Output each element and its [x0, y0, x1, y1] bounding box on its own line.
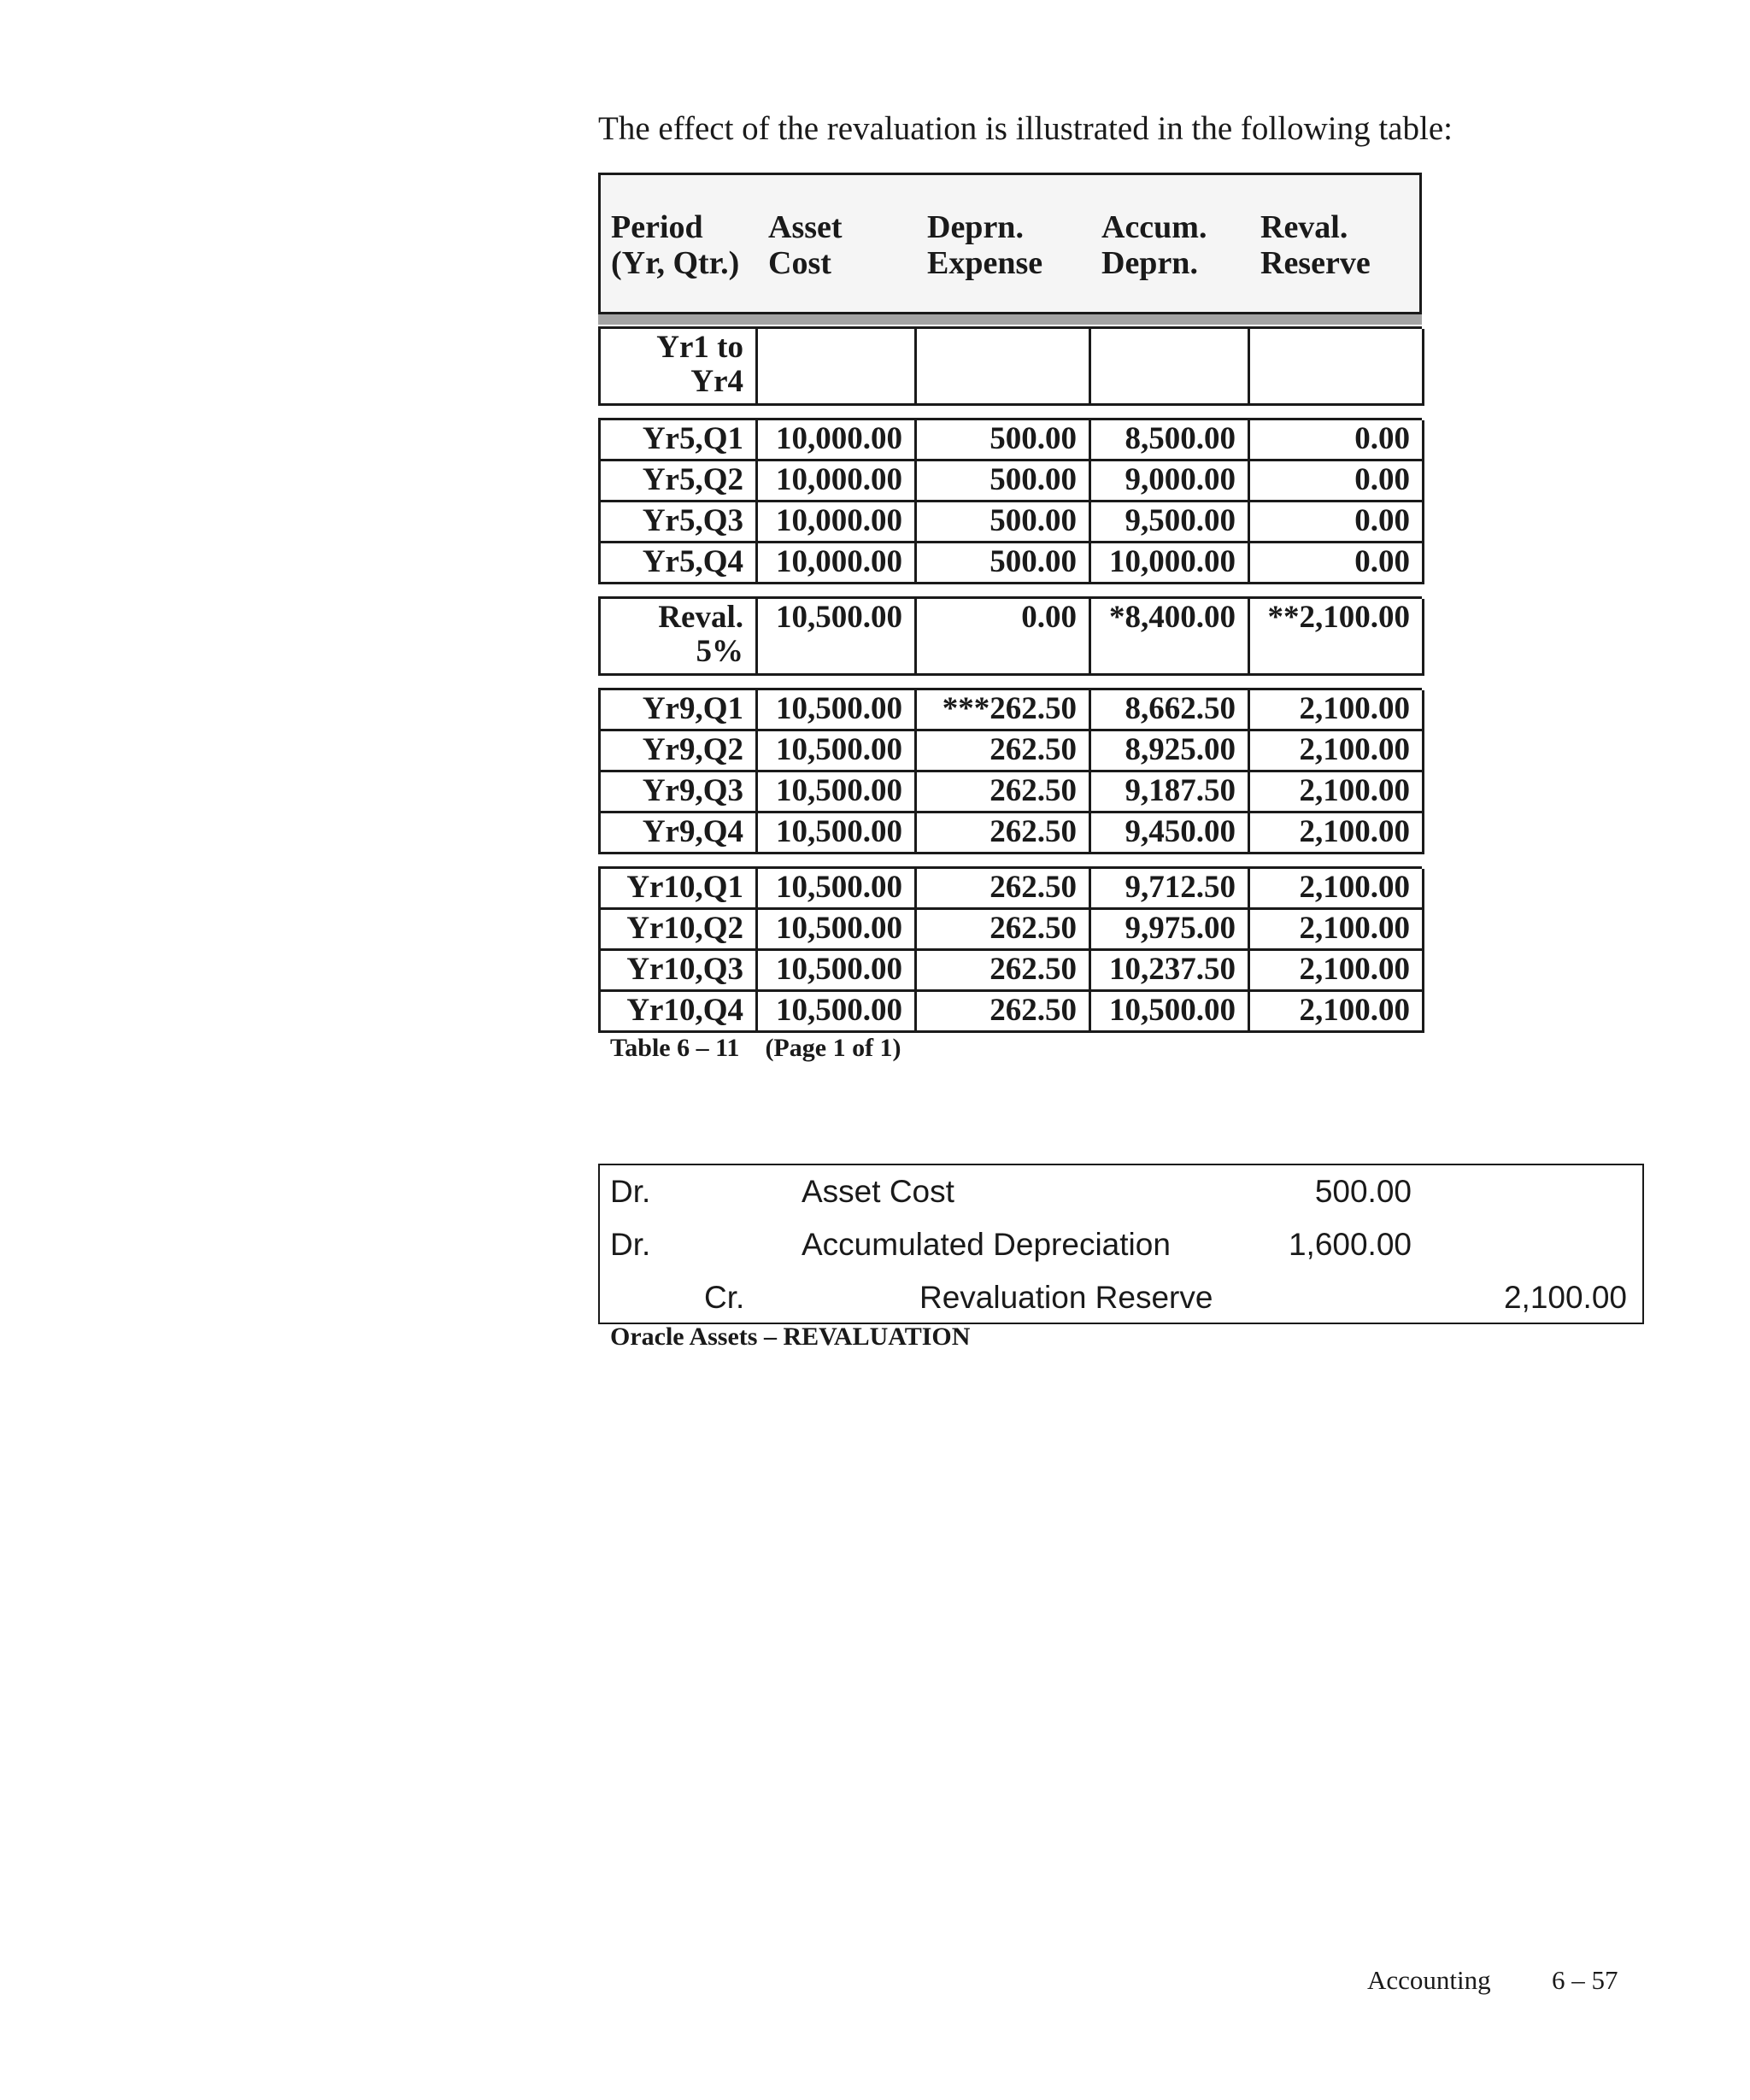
- table-cell: 10,500.00: [758, 951, 917, 992]
- journal-dc: Dr.: [610, 1227, 651, 1262]
- table-cell: Yr10,Q2: [601, 910, 758, 951]
- footer-section: Accounting: [1367, 1965, 1491, 1995]
- journal-account: Asset Cost: [802, 1174, 954, 1209]
- table-cell: 0.00: [1250, 543, 1424, 584]
- header-asset-cost: Asset Cost: [768, 209, 843, 281]
- table-cell: 10,000.00: [758, 502, 917, 543]
- table-cell: Yr9,Q4: [601, 813, 758, 854]
- journal-debit: 500.00: [1314, 1174, 1412, 1209]
- table-cell: 262.50: [917, 951, 1091, 992]
- table-cell: 500.00: [917, 543, 1091, 584]
- table-cell: 262.50: [917, 992, 1091, 1033]
- table-header: [598, 173, 1422, 314]
- table-cell: 10,000.00: [758, 461, 917, 502]
- table-cell: 2,100.00: [1250, 951, 1424, 992]
- table-cell: ***262.50: [917, 690, 1091, 731]
- table-cell: 0.00: [1250, 461, 1424, 502]
- cell-empty: [1091, 329, 1250, 406]
- table-page: (Page 1 of 1): [765, 1034, 901, 1062]
- table-cell: 8,500.00: [1091, 420, 1250, 461]
- table-cell: 262.50: [917, 731, 1091, 772]
- table-cell: Yr5,Q4: [601, 543, 758, 584]
- table-cell: 10,000.00: [758, 420, 917, 461]
- table-cell: 500.00: [917, 420, 1091, 461]
- table-cell: 2,100.00: [1250, 772, 1424, 813]
- intro-text: The effect of the revaluation is illustrated in the following table:: [598, 110, 1453, 147]
- table-cell: 10,500.00: [758, 772, 917, 813]
- table-cell: 262.50: [917, 813, 1091, 854]
- table-cell: 2,100.00: [1250, 813, 1424, 854]
- journal-account: Accumulated Depreciation: [802, 1227, 1171, 1262]
- table-cell: 10,500.00: [758, 869, 917, 910]
- table-cell: 10,000.00: [758, 543, 917, 584]
- table-cell: Yr5,Q1: [601, 420, 758, 461]
- group-yr1-yr4: [598, 326, 1422, 406]
- table-cell: 9,500.00: [1091, 502, 1250, 543]
- header-rule: [598, 314, 1422, 325]
- table-cell: 8,662.50: [1091, 690, 1250, 731]
- table-cell: Yr5,Q2: [601, 461, 758, 502]
- table-cell: 10,237.50: [1091, 951, 1250, 992]
- table-cell: 0.00: [1250, 420, 1424, 461]
- table-cell: 0.00: [1250, 502, 1424, 543]
- table-cell: 2,100.00: [1250, 869, 1424, 910]
- cell-empty: [758, 329, 917, 406]
- table-cell: 2,100.00: [1250, 690, 1424, 731]
- journal-dc: Dr.: [610, 1174, 651, 1209]
- table-caption: [610, 1034, 901, 1063]
- table-cell: 262.50: [917, 910, 1091, 951]
- revaluation-table: [598, 173, 1422, 1033]
- journal-debit: 1,600.00: [1288, 1227, 1412, 1262]
- journal-entry-box: [598, 1164, 1644, 1324]
- table-cell: Yr10,Q1: [601, 869, 758, 910]
- header-reval-reserve: Reval. Reserve: [1260, 209, 1371, 281]
- table-cell: 10,500.00: [758, 813, 917, 854]
- header-period: Period (Yr, Qtr.): [611, 209, 740, 281]
- table-cell: 9,187.50: [1091, 772, 1250, 813]
- header-deprn-expense: Deprn. Expense: [927, 209, 1043, 281]
- footer-page-number: 6 – 57: [1552, 1965, 1618, 1995]
- table-cell: 2,100.00: [1250, 731, 1424, 772]
- table-cell: 9,000.00: [1091, 461, 1250, 502]
- table-cell: 2,100.00: [1250, 910, 1424, 951]
- table-cell: 9,712.50: [1091, 869, 1250, 910]
- table-cell: Yr5,Q3: [601, 502, 758, 543]
- journal-account: Revaluation Reserve: [919, 1280, 1213, 1315]
- table-cell: 10,500.00: [758, 599, 917, 676]
- table-cell: 2,100.00: [1250, 992, 1424, 1033]
- table-cell: Yr9,Q3: [601, 772, 758, 813]
- group-yr10: [598, 866, 1422, 1033]
- table-cell: 0.00: [917, 599, 1091, 676]
- table-cell: 262.50: [917, 869, 1091, 910]
- table-cell: Yr10,Q3: [601, 951, 758, 992]
- table-number: Table 6 – 11: [610, 1034, 740, 1062]
- cell-empty: [1250, 329, 1424, 406]
- table-cell: 500.00: [917, 461, 1091, 502]
- group-revaluation: [598, 596, 1422, 676]
- group-yr9: [598, 688, 1422, 854]
- table-cell: *8,400.00: [1091, 599, 1250, 676]
- table-cell: 10,500.00: [758, 690, 917, 731]
- table-cell: **2,100.00: [1250, 599, 1424, 676]
- journal-dc: Cr.: [704, 1280, 745, 1315]
- table-cell: 9,450.00: [1091, 813, 1250, 854]
- table-cell: 10,500.00: [758, 731, 917, 772]
- cell-period: Yr1 to Yr4: [601, 329, 758, 406]
- journal-credit: 2,100.00: [1503, 1280, 1627, 1315]
- table-cell: 500.00: [917, 502, 1091, 543]
- table-cell: 8,925.00: [1091, 731, 1250, 772]
- header-accum-deprn: Accum. Deprn.: [1101, 209, 1207, 281]
- group-yr5: [598, 418, 1422, 584]
- cell-empty: [917, 329, 1091, 406]
- table-cell: Yr9,Q2: [601, 731, 758, 772]
- table-cell: 10,500.00: [1091, 992, 1250, 1033]
- cell-period: Reval. 5%: [601, 599, 758, 676]
- table-cell: 9,975.00: [1091, 910, 1250, 951]
- journal-caption: Oracle Assets – REVALUATION: [610, 1323, 971, 1351]
- table-cell: 10,000.00: [1091, 543, 1250, 584]
- table-cell: Yr9,Q1: [601, 690, 758, 731]
- table-cell: 10,500.00: [758, 992, 917, 1033]
- table-cell: 262.50: [917, 772, 1091, 813]
- table-cell: 10,500.00: [758, 910, 917, 951]
- table-cell: Yr10,Q4: [601, 992, 758, 1033]
